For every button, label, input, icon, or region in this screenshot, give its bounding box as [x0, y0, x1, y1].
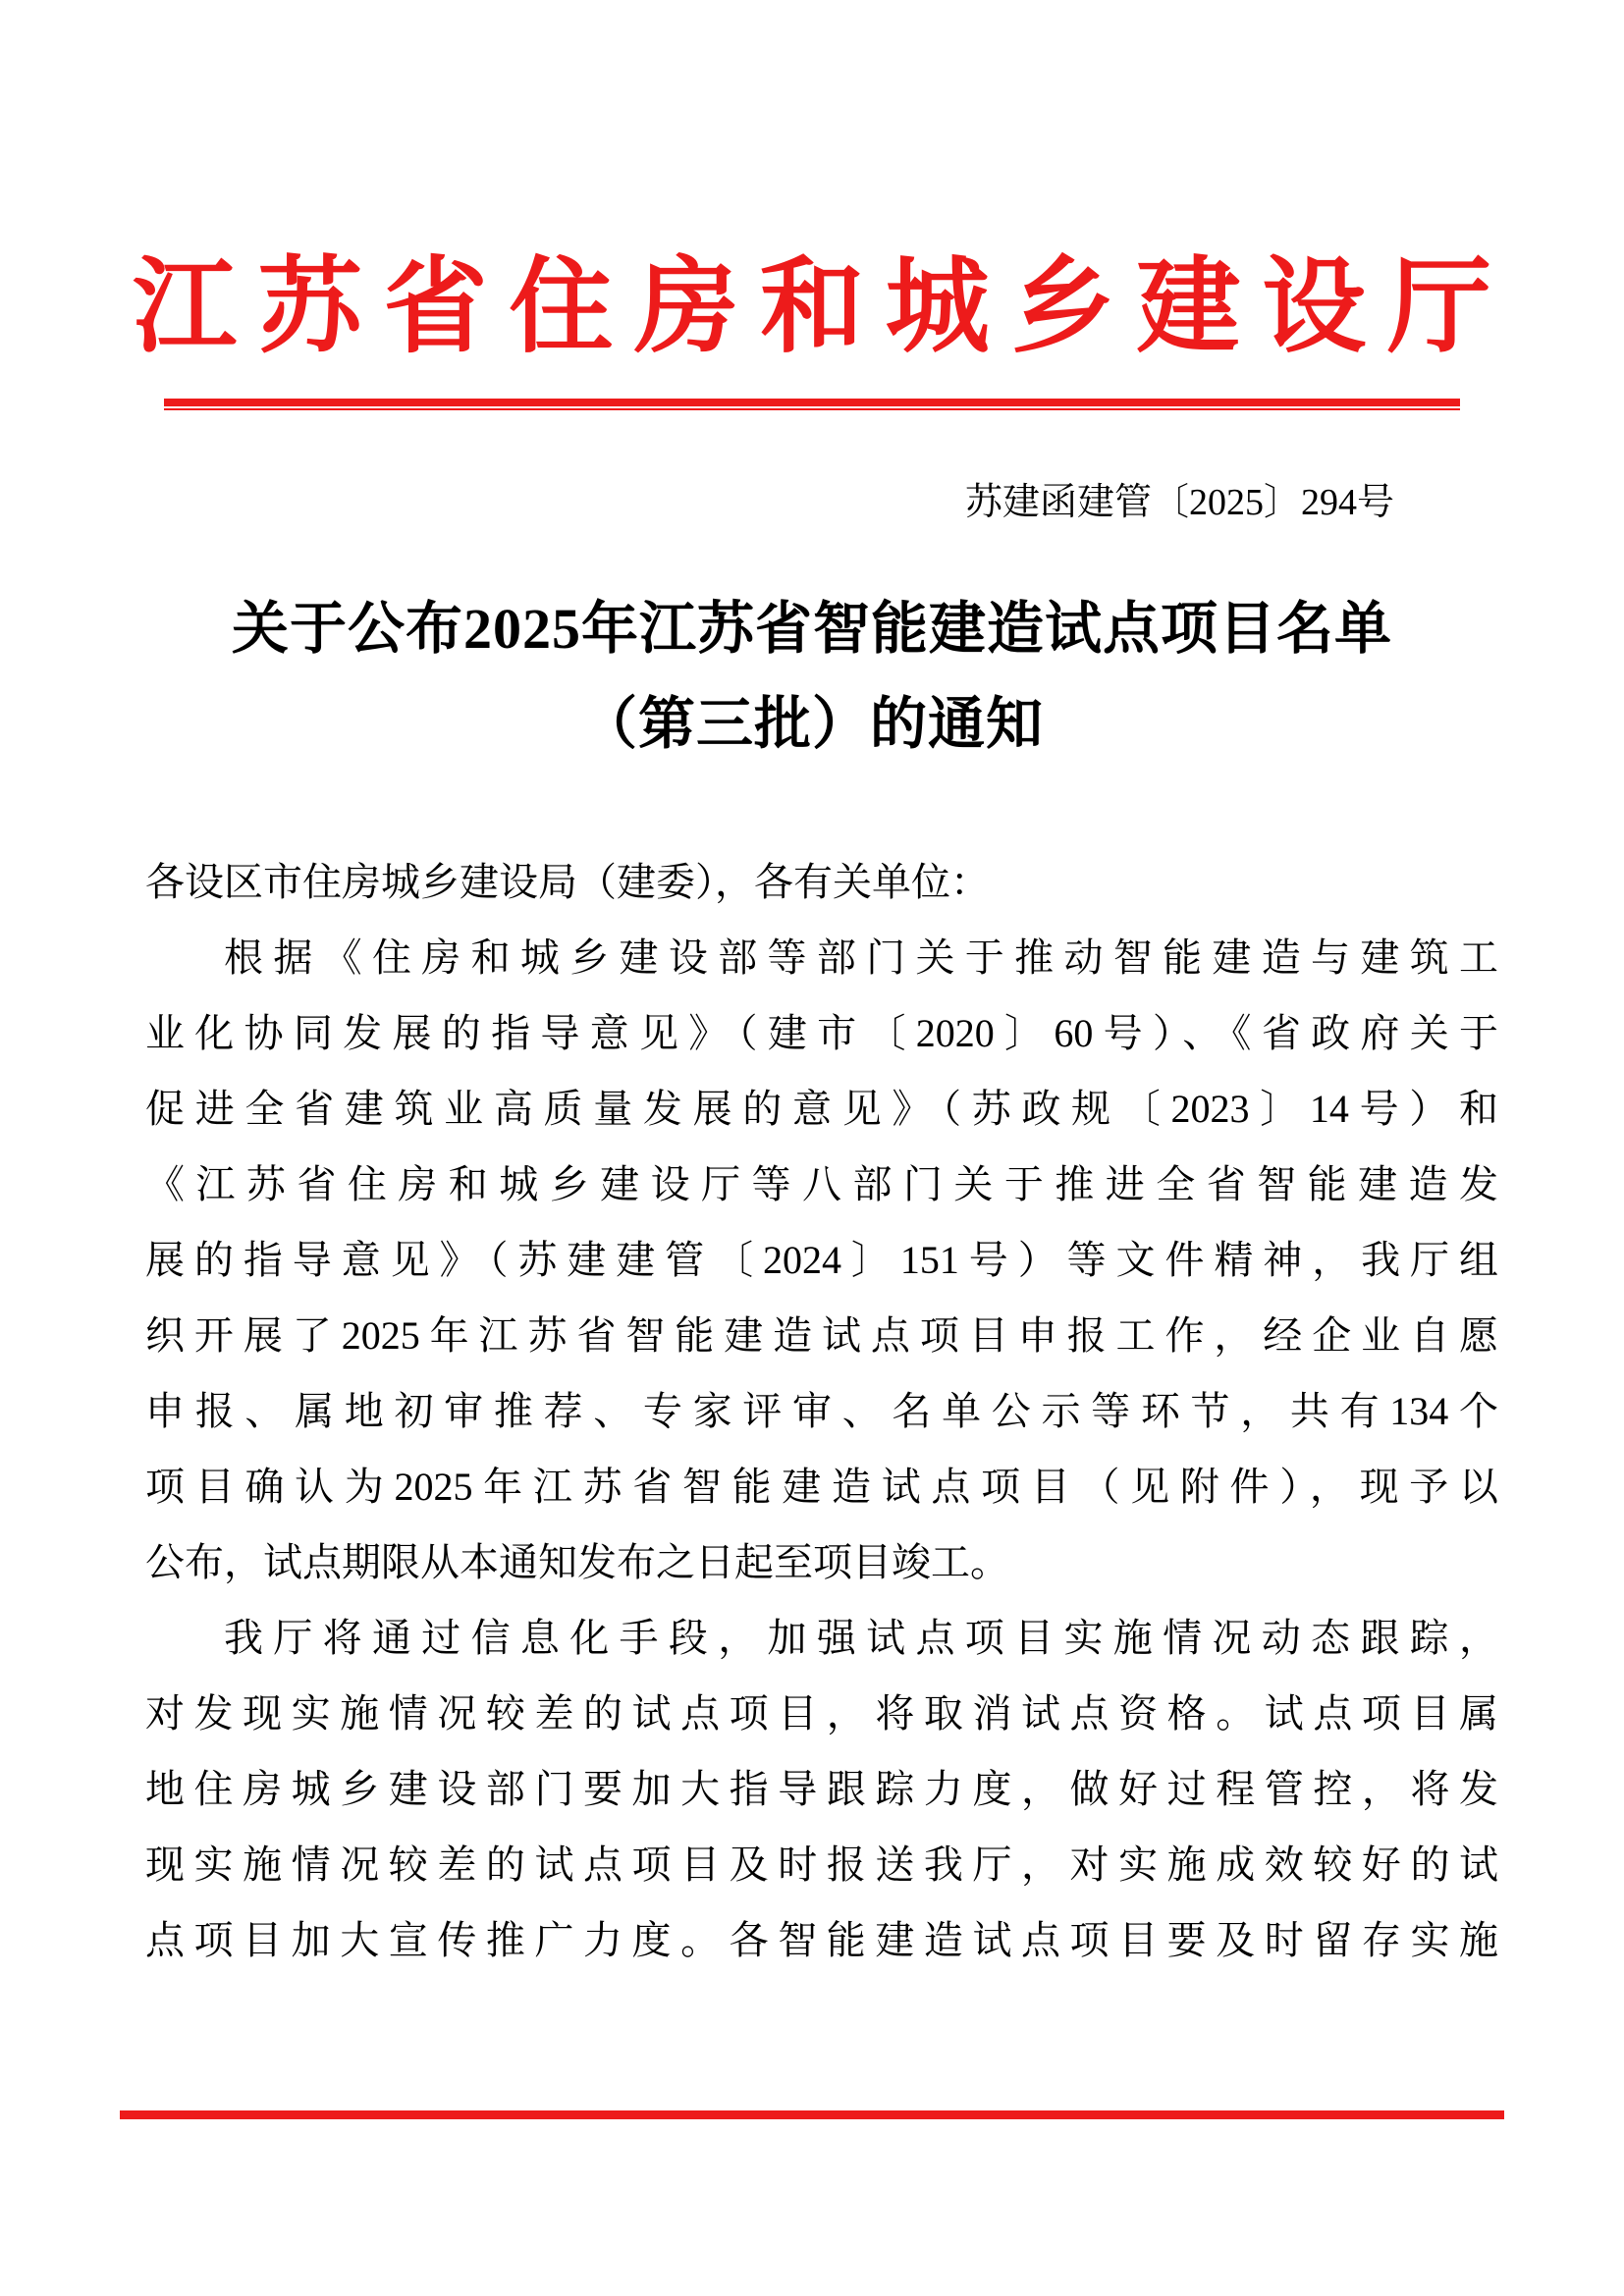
- letterhead-red-rule: [164, 399, 1460, 410]
- body-line: 公布，试点期限从本通知发布之日起至项目竣工。: [145, 1540, 1009, 1584]
- body-line: 展的指导意见》（苏建建管〔2024〕151号）等文件精神，我厅组: [145, 1238, 1498, 1282]
- body-line: 业化协同发展的指导意见》（建市〔2020〕60号）、《省政府关于: [145, 1011, 1498, 1055]
- body-line: 地住房城乡建设部门要加大指导跟踪力度，做好过程管控，将发: [145, 1767, 1498, 1811]
- body-line: 《江苏省住房和城乡建设厅等八部门关于推进全省智能建造发: [145, 1162, 1498, 1206]
- body-line: 对发现实施情况较差的试点项目，将取消试点资格。试点项目属: [145, 1691, 1498, 1735]
- notice-title-line1: 关于公布2025年江苏省智能建造试点项目名单: [231, 597, 1392, 661]
- body-line: 织开展了2025年江苏省智能建造试点项目申报工作，经企业自愿: [145, 1313, 1498, 1358]
- notice-title-line2: （第三批）的通知: [579, 692, 1044, 756]
- notice-title: [0, 581, 1624, 772]
- document-reference-number: 苏建函建管〔2025〕294号: [964, 482, 1394, 523]
- body-line: 现实施情况较差的试点项目及时报送我厅，对实施成效较好的试: [145, 1842, 1498, 1887]
- red-rule-thick-line: [164, 399, 1460, 406]
- body-line: 项目确认为2025年江苏省智能建造试点项目（见附件），现予以: [145, 1465, 1498, 1509]
- body-line: 根据《住房和城乡建设部等部门关于推动智能建造与建筑工: [224, 935, 1498, 980]
- body-line: 我厅将通过信息化手段，加强试点项目实施情况动态跟踪，: [224, 1616, 1498, 1660]
- red-rule-thin-line: [164, 408, 1460, 410]
- letterhead-agency-title: 江苏省住房和城乡建设厅: [133, 250, 1491, 365]
- bottom-red-rule: [120, 2110, 1504, 2119]
- body-line: 申报、属地初审推荐、专家评审、名单公示等环节，共有134个: [145, 1389, 1498, 1433]
- notice-body: [145, 844, 1498, 1978]
- body-line: 促进全省建筑业高质量发展的意见》（苏政规〔2023〕14号）和: [145, 1087, 1498, 1131]
- body-line-salutation: 各设区市住房城乡建设局（建委），各有关单位：: [145, 860, 990, 904]
- body-line: 点项目加大宣传推广力度。各智能建造试点项目要及时留存实施: [145, 1918, 1498, 1962]
